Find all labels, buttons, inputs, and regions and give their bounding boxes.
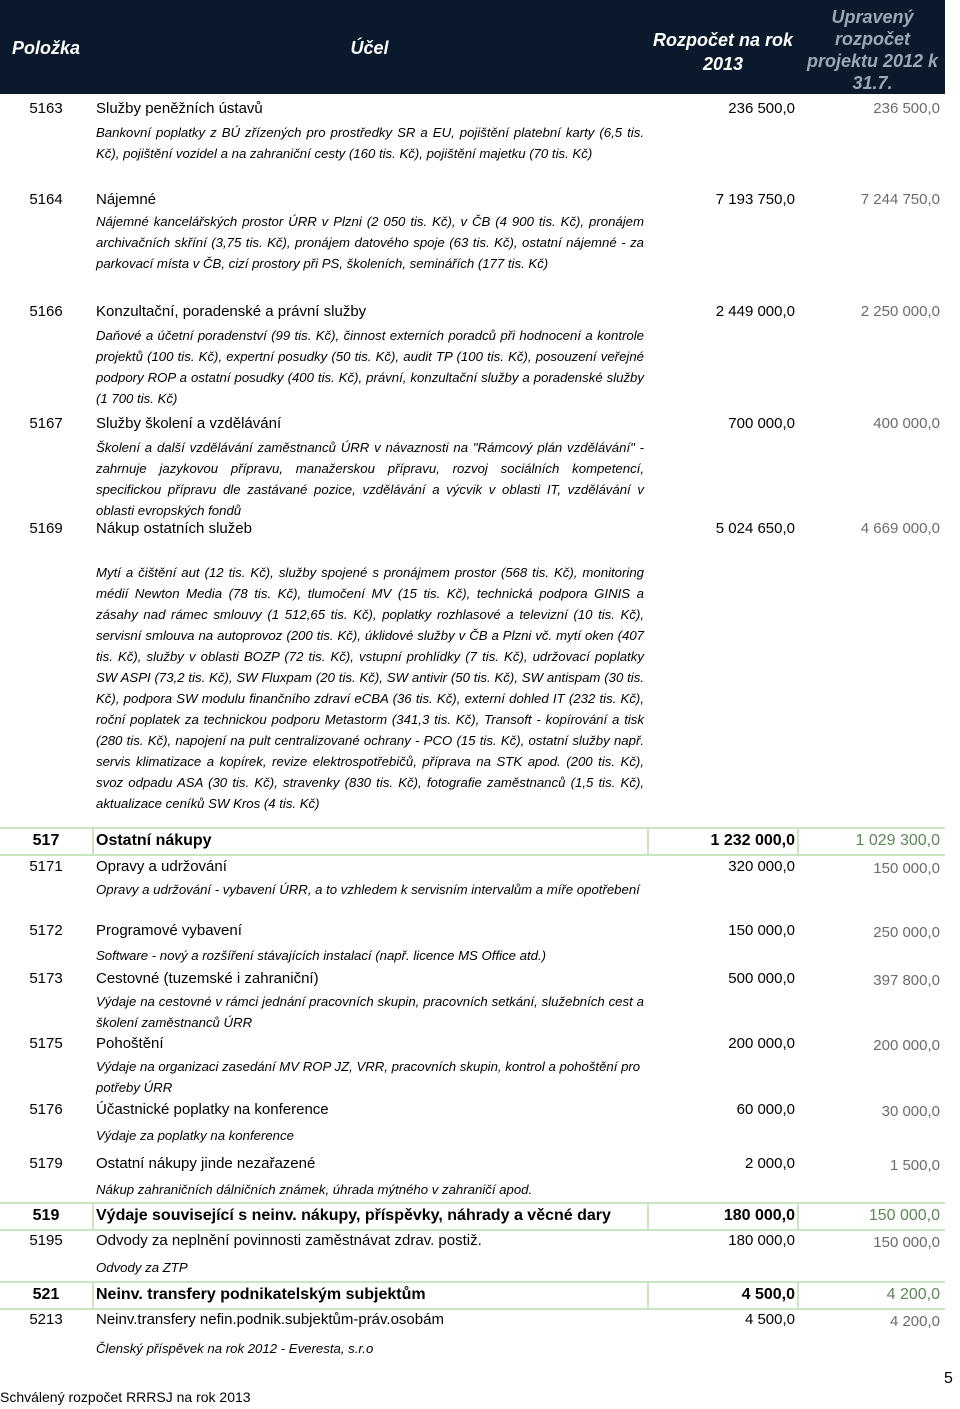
budget-2012: 4 200,0 [889,1313,940,1330]
item-description: Výdaje na organizaci zasedání MV ROP JZ, VRR, pracovních skupin, kontrol a pohoštění pro potřeby ÚRR [96,1059,641,1095]
header-item: Položka [11,38,81,58]
item-description: Odvody za ZTP [96,1260,188,1275]
item-code: 5176 [29,1101,63,1118]
group-budget-2012: 4 200,0 [886,1286,940,1303]
column-divider [797,1283,799,1308]
group-code: 521 [32,1286,60,1303]
budget-2012: 30 000,0 [881,1103,940,1120]
item-description: Bankovní poplatky z BÚ zřízených pro prostředky SR a EU, pojištění platební karty (6,5 tis. Kč), pojištění vozidel a na zahraniční cesty (160 tis. Kč), pojištění majetku (70 tis. Kč) [96,125,644,161]
item-title: Odvody za neplnění povinnosti zaměstnávat zdrav. postiž. [96,1232,482,1249]
column-divider [647,1204,649,1229]
table-header [0,0,945,94]
group-budget-2013: 1 232 000,0 [710,832,795,849]
item-code: 5169 [29,520,63,537]
item-description: Členský příspěvek na rok 2012 - Everesta, s.r.o [96,1341,374,1356]
group-budget-2013: 180 000,0 [723,1207,795,1224]
budget-2013: 500 000,0 [728,970,795,987]
budget-2013: 700 000,0 [728,415,795,432]
footer-text: Schválený rozpočet RRRSJ na rok 2013 [0,1389,251,1405]
item-code: 5171 [29,858,63,875]
budget-2012: 1 500,0 [889,1157,940,1174]
item-code: 5167 [29,415,63,432]
budget-2013: 320 000,0 [728,858,795,875]
group-code: 517 [32,832,60,849]
item-description: Výdaje na cestovné v rámci jednání pracovních skupin, pracovních setkání, služebních cest a školení zaměstnanců ÚRR [96,994,644,1030]
item-code: 5195 [29,1232,63,1249]
item-title: Opravy a udržování [96,858,227,875]
column-divider [92,1204,94,1229]
item-title: Pohoštění [96,1035,164,1052]
item-title: Ostatní nákupy jinde nezařazené [96,1155,316,1172]
group-budget-2012: 1 029 300,0 [855,832,940,849]
group-row-517 [0,827,945,856]
budget-2013: 60 000,0 [736,1101,795,1118]
group-row-519 [0,1202,945,1231]
group-budget-2013: 4 500,0 [741,1286,795,1303]
item-description: Nákup zahraničních dálničních známek, úhrada mýtného v zahraničí apod. [96,1182,533,1197]
column-divider [647,1283,649,1308]
item-description: Nájemné kancelářských prostor ÚRR v Plzni (2 050 tis. Kč), v ČB (4 900 tis. Kč), pronájem archivačních skříní (3,75 tis. Kč), pronájem datového spoje (63 tis. Kč), ostatní nájemné - za parkovací místa v ČB, cizí prostory při PS, školeních, seminářích (177 tis. Kč) [96,214,644,271]
budget-2012: 4 669 000,0 [860,520,940,537]
budget-2013: 4 500,0 [744,1311,795,1328]
column-divider [647,829,649,854]
item-title: Neinv.transfery nefin.podnik.subjektům-práv.osobám [96,1311,444,1328]
budget-2012: 236 500,0 [873,100,940,117]
item-description: Výdaje za poplatky na konference [96,1128,294,1143]
budget-2013: 2 000,0 [744,1155,795,1172]
budget-2012: 250 000,0 [873,924,940,941]
group-row-521 [0,1281,945,1310]
column-divider [797,1204,799,1229]
item-code: 5179 [29,1155,63,1172]
group-budget-2012: 150 000,0 [868,1207,940,1224]
header-budget-2012: Upravený rozpočet projektu 2012 k 31.7. [806,7,939,93]
item-title: Nákup ostatních služeb [96,520,252,537]
header-budget-2013: Rozpočet na rok 2013 [652,30,794,74]
item-title: Programové vybavení [96,922,242,939]
item-description: Software - nový a rozšíření stávajících instalací (např. licence MS Office atd.) [96,948,547,963]
group-title: Výdaje související s neinv. nákupy, příspěvky, náhrady a věcné dary [96,1207,611,1224]
item-code: 5164 [29,191,63,208]
budget-2012: 7 244 750,0 [860,191,940,208]
column-divider [92,1283,94,1308]
item-title: Účastnické poplatky na konference [96,1101,329,1118]
budget-2012: 397 800,0 [873,972,940,989]
budget-2013: 180 000,0 [728,1232,795,1249]
group-title: Ostatní nákupy [96,832,212,849]
budget-2012: 2 250 000,0 [860,303,940,320]
budget-2012: 400 000,0 [873,415,940,432]
item-description: Opravy a udržování - vybavení ÚRR, a to vzhledem k servisním intervalům a míře opotřebení [96,882,640,897]
item-description: Školení a další vzdělávání zaměstnanců ÚRR v návaznosti na "Rámcový plán vzdělávání" - zahrnuje jazykovou přípravu, manažerskou přípravu, rozvoj sociálních kompetencí, specifickou přípravu dle zastávané pozice, vzdělávání a výcvik v oblasti IT, vzdělávání v oblasti evropských fondů [96,440,644,518]
item-description: Mytí a čištění aut (12 tis. Kč), služby spojené s pronájmem prostor (568 tis. Kč), monitoring médií Newton Media (78 tis. Kč), tlumočení MV (15 tis. Kč), technická podpora GINIS a zásahy nad rámec smlouvy (1 512,65 tis. Kč), poplatky rozhlasové a televizní (10 tis. Kč), servisní smlouva na autoprovoz (200 tis. Kč), úklidové služby v ČB a Plzni vč. mytí oken (407 tis. Kč), služby v oblasti BOZP (72 tis. Kč), vstupní prohlídky (7 tis. Kč), udržovací poplatky SW ASPI (73,2 tis. Kč), SW Fluxpam (20 tis. Kč), SW antivir (50 tis. Kč), SW antispam (30 tis. Kč), podpora SW modulu finančního zdraví eCBA (36 tis. Kč), externí dohled IT (232 tis. Kč), roční poplatek za technickou podporu Metastorm (341,3 tis. Kč), Transoft - kopírování a tisk (280 tis. Kč), napojení na pult centralizované ochrany - PCO (15 tis. Kč), ostatní služby např. servis klimatizace a kopírek, revize elektrospotřebičů, příprava na STK apod. (200 tis. Kč), svoz odpadu ASA (30 tis. Kč), stravenky (830 tis. Kč), fotografie zaměstnanců (1,5 tis. Kč), aktualizace ceníků SW Kros (4 tis. Kč) [96,565,644,811]
column-divider [92,829,94,854]
item-code: 5175 [29,1035,63,1052]
budget-2013: 5 024 650,0 [715,520,795,537]
item-title: Konzultační, poradenské a právní služby [96,303,367,320]
item-code: 5172 [29,922,63,939]
item-description: Daňové a účetní poradenství (99 tis. Kč), činnost externích poradců při hodnocení a kontrole projektů (100 tis. Kč), expertní posudky (50 tis. Kč), audit TP (100 tis. Kč), posouzení veřejné podpory ROP a ostatní posudky (400 tis. Kč), právní, konzultační služby a poradenské služby (1 700 tis. Kč) [96,328,644,406]
budget-2013: 200 000,0 [728,1035,795,1052]
item-title: Nájemné [96,191,157,208]
group-code: 519 [32,1207,60,1224]
item-code: 5166 [29,303,63,320]
budget-2012: 200 000,0 [873,1037,940,1054]
budget-2013: 236 500,0 [728,100,795,117]
item-title: Služby školení a vzdělávání [96,415,282,432]
budget-2013: 7 193 750,0 [715,191,795,208]
budget-2012: 150 000,0 [873,1234,940,1251]
group-title: Neinv. transfery podnikatelským subjektům [96,1286,426,1303]
budget-2013: 150 000,0 [728,922,795,939]
column-divider [797,829,799,854]
budget-2013: 2 449 000,0 [715,303,795,320]
item-title: Služby peněžních ústavů [96,100,263,117]
budget-2012: 150 000,0 [873,860,940,877]
item-code: 5163 [29,100,63,117]
page-number: 5 [944,1370,953,1387]
item-code: 5213 [29,1311,63,1328]
item-title: Cestovné (tuzemské i zahraniční) [96,970,319,987]
header-purpose: Účel [350,38,389,58]
item-code: 5173 [29,970,63,987]
